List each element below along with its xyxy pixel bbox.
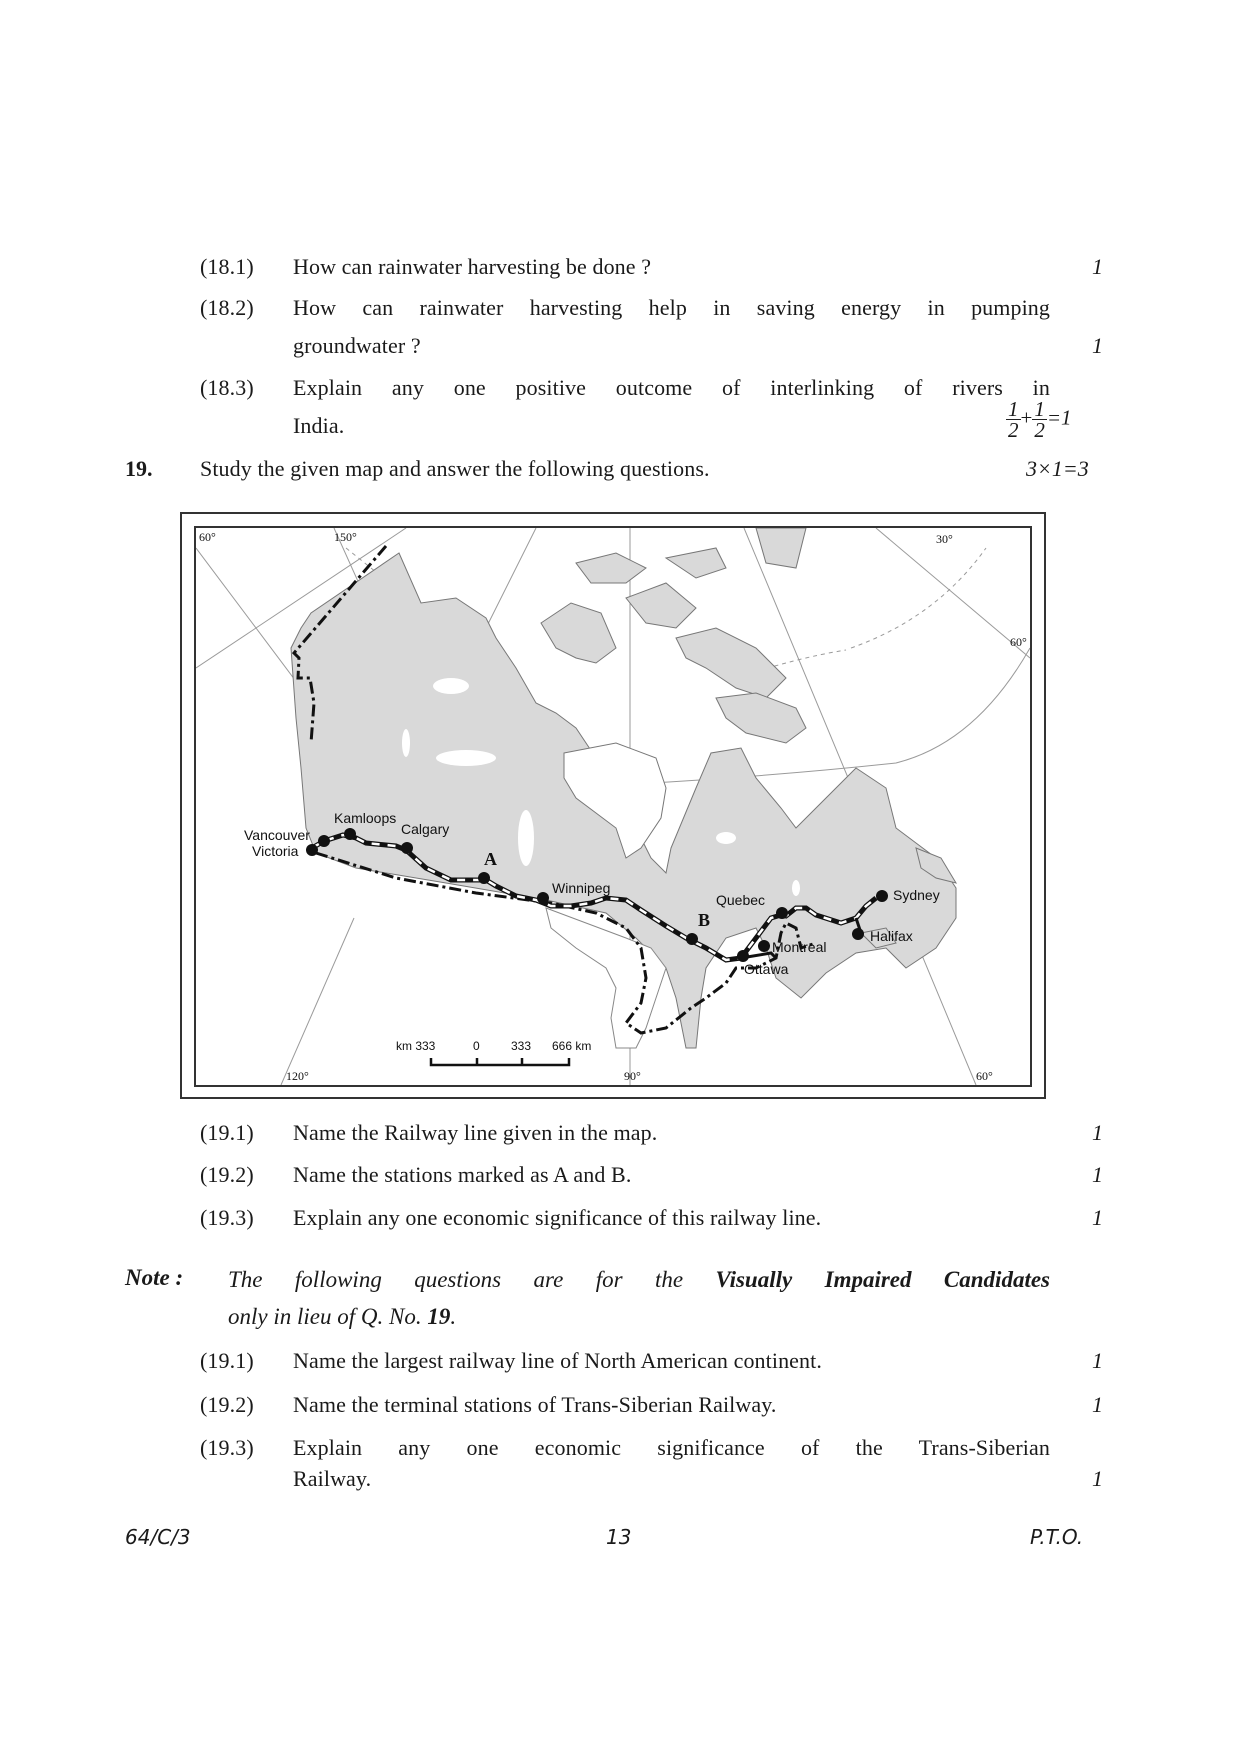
parallel-line-60 <box>596 648 1030 786</box>
meridian-line <box>281 918 354 1085</box>
q19-3-number: (19.3) <box>200 1205 254 1230</box>
vi-19-2-number: (19.2) <box>200 1392 254 1417</box>
q19-3-text: Explain any one economic significance of this railway line. <box>293 1205 822 1230</box>
vi-19-2-text: Name the terminal stations of Trans-Siberian Railway. <box>293 1392 777 1417</box>
scale-label-zero: 0 <box>473 1039 480 1053</box>
lake <box>792 880 800 896</box>
note-text-line1: The following questions are for the Visually Impaired Candidates <box>228 1267 1050 1292</box>
q18-3-text-line1: Explain any one positive outcome of interlinking of rivers in <box>293 375 1050 400</box>
station-dot-winnipeg <box>537 892 549 904</box>
station-label-quebec: Quebec <box>716 892 766 908</box>
degree-label-150: 150° <box>334 530 357 544</box>
island <box>541 603 616 663</box>
q19-2-number: (19.2) <box>200 1162 254 1187</box>
station-dot-calgary <box>401 842 413 854</box>
island <box>716 693 806 743</box>
arctic-circle-line <box>851 548 986 648</box>
station-dot-vancouver <box>306 844 318 856</box>
q19-1-marks: 1 <box>1092 1120 1103 1145</box>
scale-bar-line <box>431 1058 569 1065</box>
station-label-victoria: Victoria <box>252 843 299 859</box>
vi-19-3-number: (19.3) <box>200 1435 254 1460</box>
q18-2-text-line2: groundwater ? <box>293 333 421 358</box>
please-turn-over: P.T.O. <box>1030 1525 1084 1549</box>
station-dot-victoria <box>318 835 330 847</box>
vi-19-1-number: (19.1) <box>200 1348 254 1373</box>
q18-3-number: (18.3) <box>200 375 254 400</box>
island <box>756 528 806 568</box>
q18-3-text-line2: India. <box>293 413 345 438</box>
marker-a: A <box>484 849 497 869</box>
station-label-kamloops: Kamloops <box>334 810 397 826</box>
station-label-vancouver: Vancouver <box>244 827 310 843</box>
q19-number: 19. <box>125 456 153 481</box>
q19-1-text: Name the Railway line given in the map. <box>293 1120 658 1145</box>
vi-19-3-text-line1: Explain any one economic significance of the Trans-Siberian <box>293 1435 1050 1460</box>
q18-1-number: (18.1) <box>200 254 254 279</box>
station-dot-quebec <box>776 907 788 919</box>
baffin-island <box>676 628 786 698</box>
lake <box>433 678 469 694</box>
q19-2-text: Name the stations marked as A and B. <box>293 1162 632 1187</box>
station-dot-b <box>686 933 698 945</box>
vi-19-1-marks: 1 <box>1092 1348 1103 1373</box>
degree-label-60-right: 60° <box>1010 635 1027 649</box>
island <box>666 548 726 578</box>
vi-19-3-text-line2: Railway. <box>293 1466 372 1491</box>
vi-19-2-marks: 1 <box>1092 1392 1103 1417</box>
lake <box>402 729 410 757</box>
degree-label-60-bottom: 60° <box>976 1069 993 1083</box>
island <box>626 583 696 628</box>
station-dot-halifax <box>852 928 864 940</box>
station-label-sydney: Sydney <box>893 887 940 903</box>
scale-label-left: km 333 <box>396 1039 436 1053</box>
degree-label-90: 90° <box>624 1069 641 1083</box>
scale-label-mid: 333 <box>511 1039 532 1053</box>
q18-1-marks: 1 <box>1092 254 1103 279</box>
scale-label-right: 666 km <box>552 1039 592 1053</box>
q18-1-text: How can rainwater harvesting be done ? <box>293 254 652 279</box>
q19-2-marks: 1 <box>1092 1162 1103 1187</box>
map-svg <box>196 528 1030 1085</box>
island <box>576 553 646 583</box>
lake <box>436 750 496 766</box>
q19-marks: 3×1=3 <box>1026 456 1089 481</box>
vi-19-3-marks: 1 <box>1092 1466 1103 1491</box>
q18-3-marks-fraction: $\frac{1}{2}$ + $\frac{1}{2}$ =1 <box>1008 397 1072 442</box>
lake <box>716 832 736 844</box>
fraction-half-1: $\frac{1}{2}$ <box>1008 397 1019 442</box>
meridian-line <box>876 528 1030 658</box>
station-dot-kamloops <box>344 828 356 840</box>
marker-b: B <box>698 910 711 930</box>
q18-2-marks: 1 <box>1092 333 1103 358</box>
q19-3-marks: 1 <box>1092 1205 1103 1230</box>
note-text-line2: only in lieu of Q. No. 19. <box>228 1304 457 1329</box>
map-frame <box>194 526 1032 1087</box>
station-label-ottawa: Ottawa <box>744 961 789 977</box>
station-dot-sydney <box>876 890 888 902</box>
q19-prompt: Study the given map and answer the following questions. <box>200 456 710 481</box>
canada-railway-map <box>180 512 1046 1099</box>
vi-19-1-text: Name the largest railway line of North American continent. <box>293 1348 822 1373</box>
degree-label-60-topleft: 60° <box>199 530 216 544</box>
scale-bar <box>396 1039 591 1065</box>
q19-1-number: (19.1) <box>200 1120 254 1145</box>
degree-label-120: 120° <box>286 1069 309 1083</box>
station-label-montreal: Montreal <box>772 939 827 955</box>
station-label-calgary: Calgary <box>401 821 450 837</box>
fraction-half-2: $\frac{1}{2}$ <box>1034 397 1045 442</box>
station-dot-a <box>478 872 490 884</box>
page-number: 13 <box>606 1525 632 1549</box>
note-label: Note : <box>125 1265 184 1290</box>
q18-2-text-line1: How can rainwater harvesting help in saving energy in pumping <box>293 295 1050 320</box>
station-label-halifax: Halifax <box>870 928 913 944</box>
station-dot-montreal <box>758 940 770 952</box>
degree-label-30: 30° <box>936 532 953 546</box>
paper-code: 64/C/3 <box>125 1525 191 1549</box>
lake-winnipeg <box>518 810 534 866</box>
q18-2-number: (18.2) <box>200 295 254 320</box>
station-label-winnipeg: Winnipeg <box>552 880 611 896</box>
